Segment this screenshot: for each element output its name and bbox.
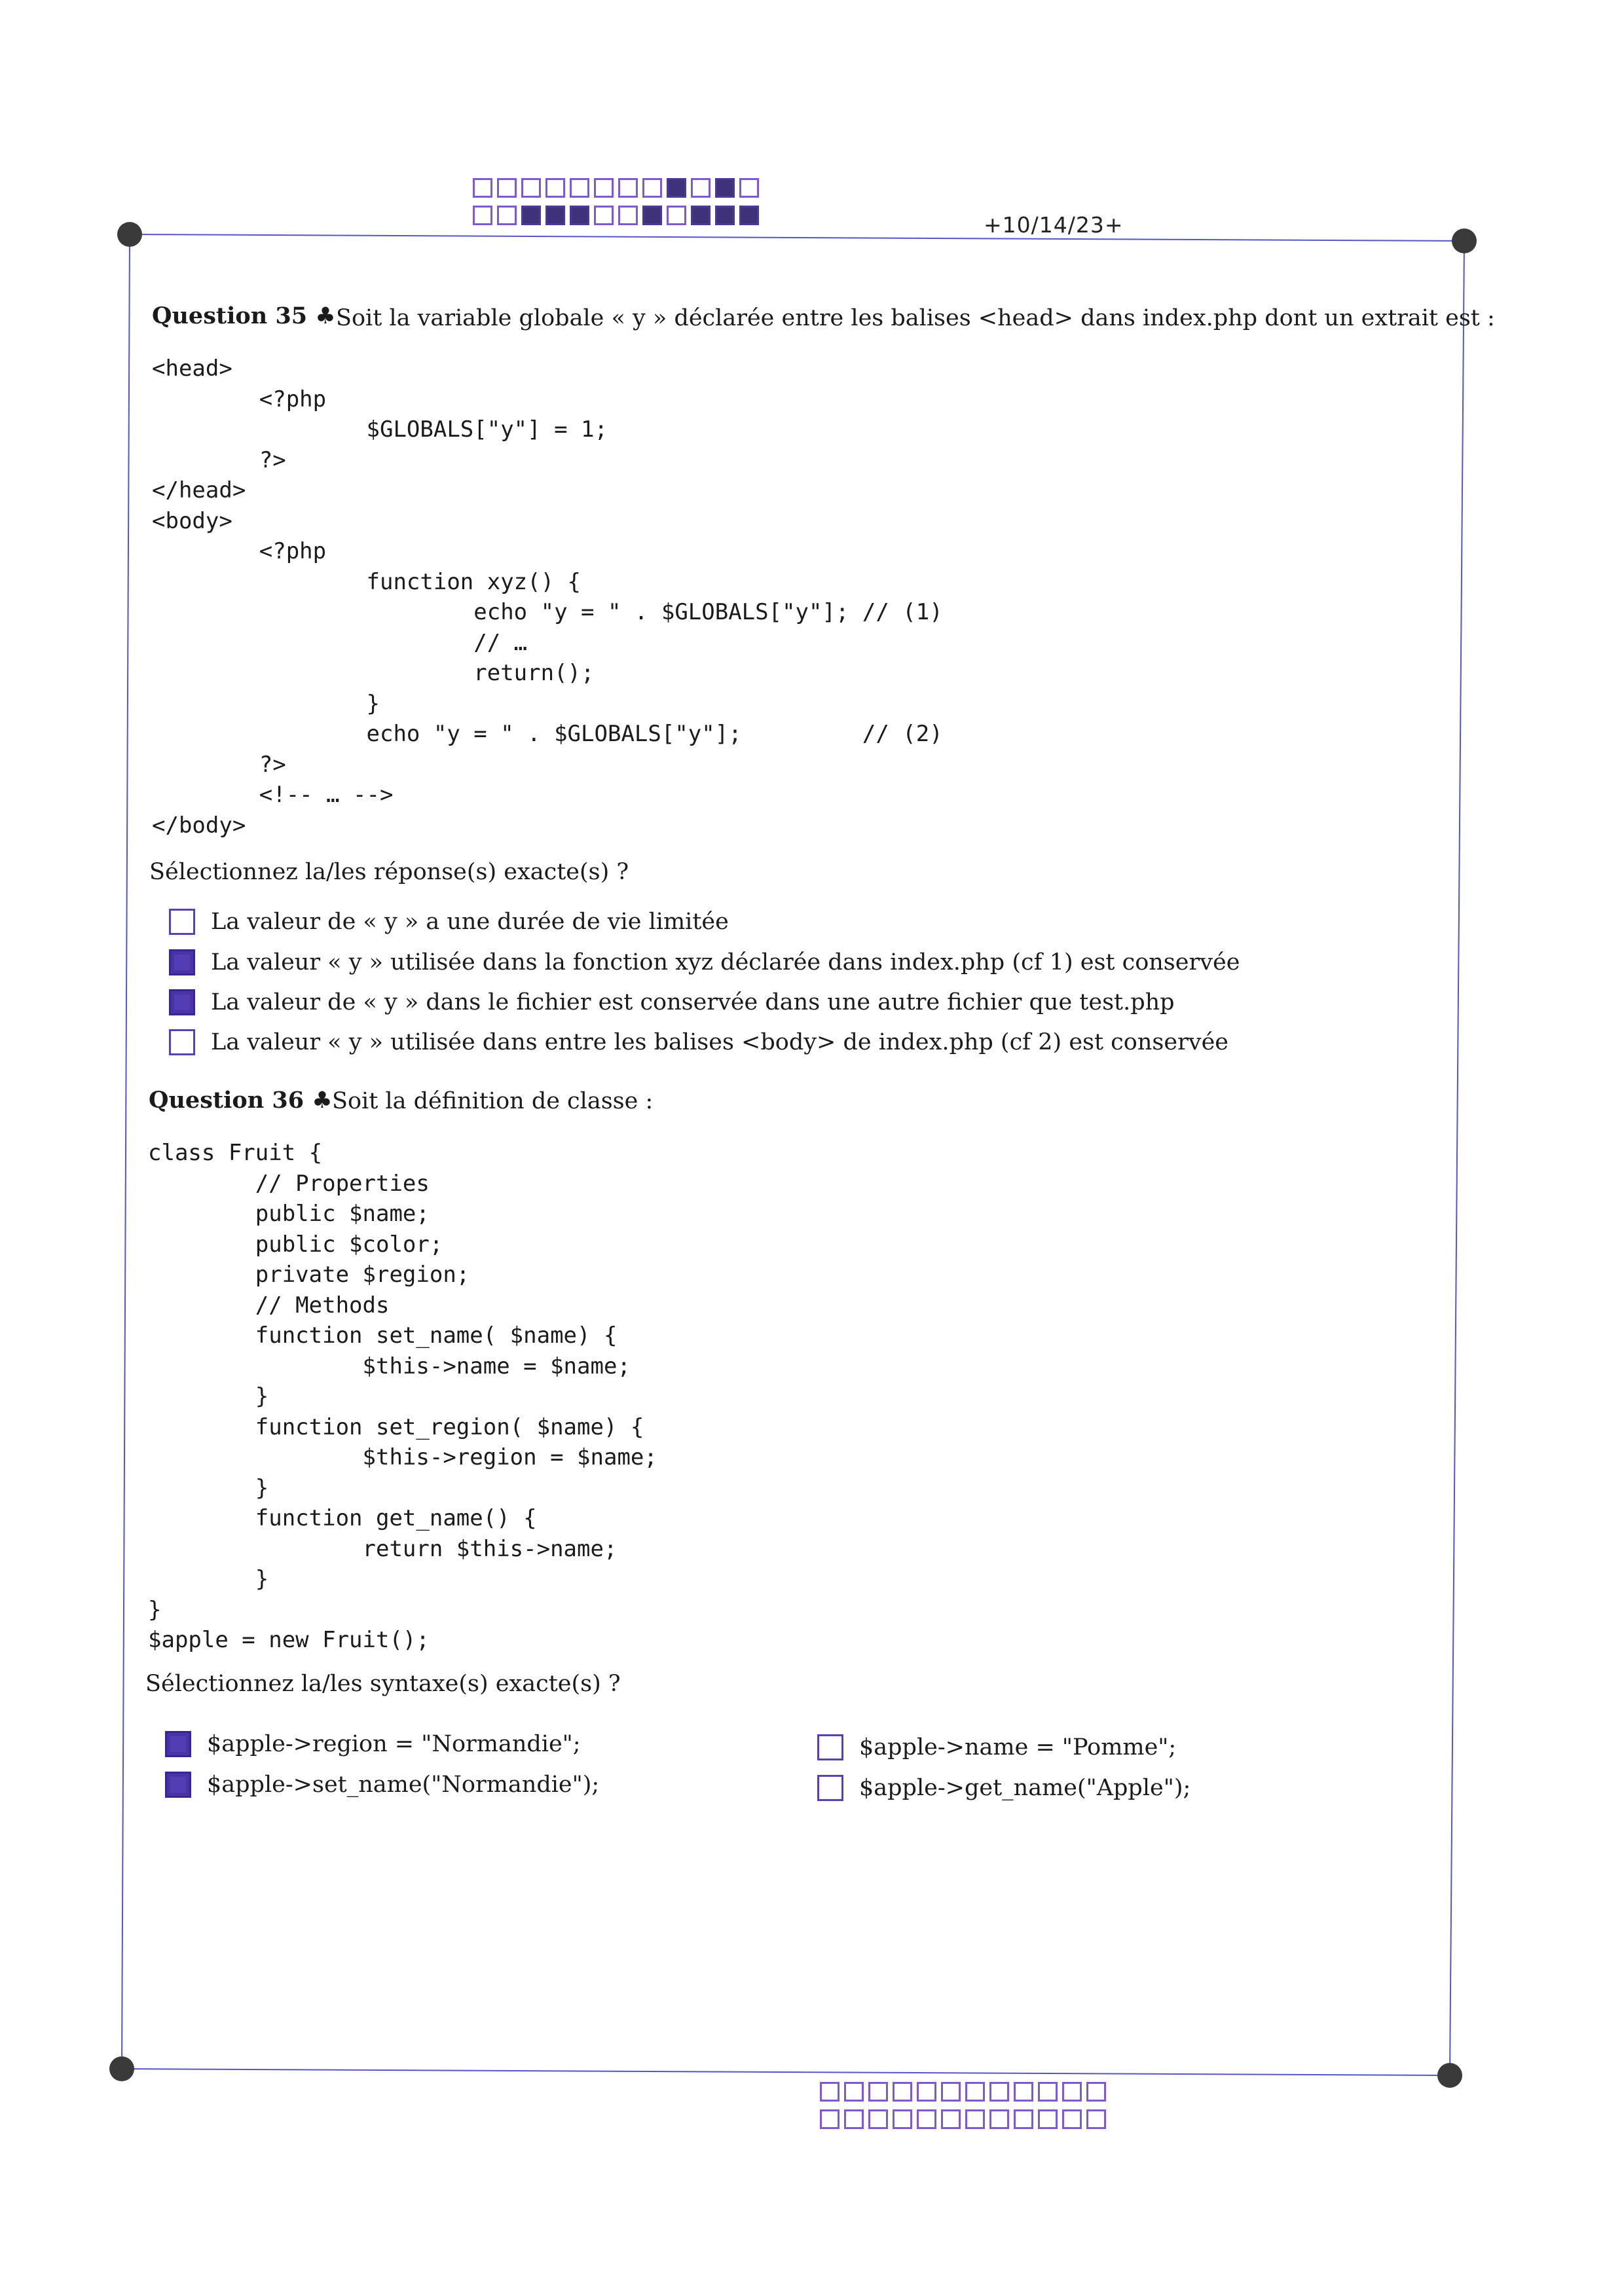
id-mark-box (739, 178, 759, 198)
id-mark-box (642, 178, 662, 198)
q36-option-3[interactable] (817, 1732, 1176, 1763)
corner-marker-bottom-left (109, 2056, 134, 2081)
id-mark-box (691, 178, 710, 198)
id-mark-box (667, 206, 686, 225)
id-mark-box (941, 2109, 961, 2129)
id-mark-box (618, 206, 638, 225)
checkbox[interactable] (817, 1775, 843, 1801)
page-code: +10/14/23+ (984, 212, 1124, 238)
question-35-text: Soit la variable globale « y » déclarée entre les balises <head> dans index.php dont un extrait est : (336, 305, 1495, 331)
option-label: La valeur de « y » a une durée de vie limitée (211, 909, 729, 935)
corner-marker-top-left (117, 222, 142, 247)
id-mark-box (868, 2082, 888, 2102)
id-mark-box (618, 178, 638, 198)
id-mark-row (473, 178, 764, 198)
id-mark-box (1086, 2109, 1106, 2129)
id-mark-box (545, 206, 565, 225)
question-35-label (152, 302, 336, 329)
option-label: $apple->region = "Normandie"; (207, 1731, 581, 1757)
q35-option-2[interactable] (169, 947, 1240, 978)
id-mark-box (691, 206, 710, 225)
question-number: Question 36 (149, 1087, 304, 1114)
option-label: $apple->get_name("Apple"); (859, 1775, 1191, 1801)
corner-marker-top-right (1452, 228, 1477, 253)
id-mark-box (594, 206, 614, 225)
q36-option-2[interactable] (165, 1769, 599, 1800)
question-36-code: class Fruit { // Properties public $name; public $color; private $region; // Methods function set_name( $name) { $this->name = $name; } function set_region( $name) { $this->region = $name; } function get_name() { return $this->name; } } $apple = new Fruit(); (148, 1140, 657, 1653)
id-mark-box (1086, 2082, 1106, 2102)
id-mark-box (497, 206, 517, 225)
checkbox[interactable] (817, 1734, 843, 1760)
id-mark-box (844, 2082, 864, 2102)
id-mark-box (941, 2082, 961, 2102)
id-mark-row (820, 2082, 1111, 2102)
id-mark-box (1062, 2109, 1082, 2129)
id-mark-box (1014, 2109, 1033, 2129)
id-mark-box (521, 178, 541, 198)
id-mark-box (1062, 2082, 1082, 2102)
id-mark-box (868, 2109, 888, 2129)
club-icon: ♣ (315, 303, 336, 329)
id-mark-box (521, 206, 541, 225)
q35-option-4[interactable] (169, 1027, 1228, 1058)
id-mark-box (844, 2109, 864, 2129)
q36-option-4[interactable] (817, 1772, 1190, 1804)
question-35-prompt: Sélectionnez la/les réponse(s) exacte(s) ? (149, 859, 629, 885)
id-mark-box (473, 206, 492, 225)
id-mark-box (893, 2082, 912, 2102)
question-number: Question 35 (152, 302, 308, 329)
question-36-prompt: Sélectionnez la/les syntaxe(s) exacte(s) ? (145, 1671, 621, 1697)
id-mark-box (989, 2109, 1009, 2129)
id-mark-box (820, 2082, 840, 2102)
corner-marker-bottom-right (1437, 2063, 1462, 2088)
id-mark-box (570, 206, 589, 225)
q35-option-1[interactable] (169, 906, 729, 938)
option-label: La valeur « y » utilisée dans entre les balises <body> de index.php (cf 2) est conservée (211, 1029, 1228, 1055)
id-mark-box (545, 178, 565, 198)
option-label: $apple->set_name("Normandie"); (207, 1772, 600, 1798)
q36-option-1[interactable] (165, 1728, 581, 1760)
id-mark-box (965, 2082, 985, 2102)
id-mark-box (893, 2109, 912, 2129)
question-36-label (149, 1087, 333, 1114)
id-mark-box (497, 178, 517, 198)
question-35-code: <head> <?php $GLOBALS["y"] = 1; ?> </head> <body> <?php function xyz() { echo "y = " . $GLOBALS["y"]; // (1) // … return(); } echo "y = " . $GLOBALS["y"]; // (2) ?> <!-- … --> </body> (152, 355, 943, 839)
id-mark-box (1038, 2082, 1058, 2102)
question-36-text: Soit la définition de classe : (332, 1088, 654, 1114)
id-mark-box (917, 2109, 936, 2129)
checkbox[interactable] (169, 949, 195, 975)
id-mark-box (989, 2082, 1009, 2102)
id-mark-box (965, 2109, 985, 2129)
id-mark-box (473, 178, 492, 198)
id-mark-box (642, 206, 662, 225)
checkbox[interactable] (165, 1731, 191, 1757)
option-label: La valeur « y » utilisée dans la fonction xyz déclarée dans index.php (cf 1) est conservée (211, 949, 1240, 975)
id-mark-box (715, 178, 735, 198)
checkbox[interactable] (169, 989, 195, 1015)
option-label: La valeur de « y » dans le fichier est conservée dans une autre fichier que test.php (211, 989, 1175, 1015)
id-mark-box (667, 178, 686, 198)
checkbox[interactable] (169, 1029, 195, 1055)
id-mark-box (739, 206, 759, 225)
option-label: $apple->name = "Pomme"; (859, 1734, 1177, 1760)
club-icon: ♣ (312, 1087, 333, 1114)
id-mark-box (820, 2109, 840, 2129)
id-mark-box (1038, 2109, 1058, 2129)
id-mark-box (917, 2082, 936, 2102)
q35-option-3[interactable] (169, 987, 1175, 1018)
checkbox[interactable] (165, 1772, 191, 1798)
id-mark-box (715, 206, 735, 225)
id-mark-box (570, 178, 589, 198)
id-mark-row (820, 2109, 1111, 2129)
checkbox[interactable] (169, 909, 195, 935)
id-mark-box (594, 178, 614, 198)
id-mark-box (1014, 2082, 1033, 2102)
id-mark-row (473, 206, 764, 225)
